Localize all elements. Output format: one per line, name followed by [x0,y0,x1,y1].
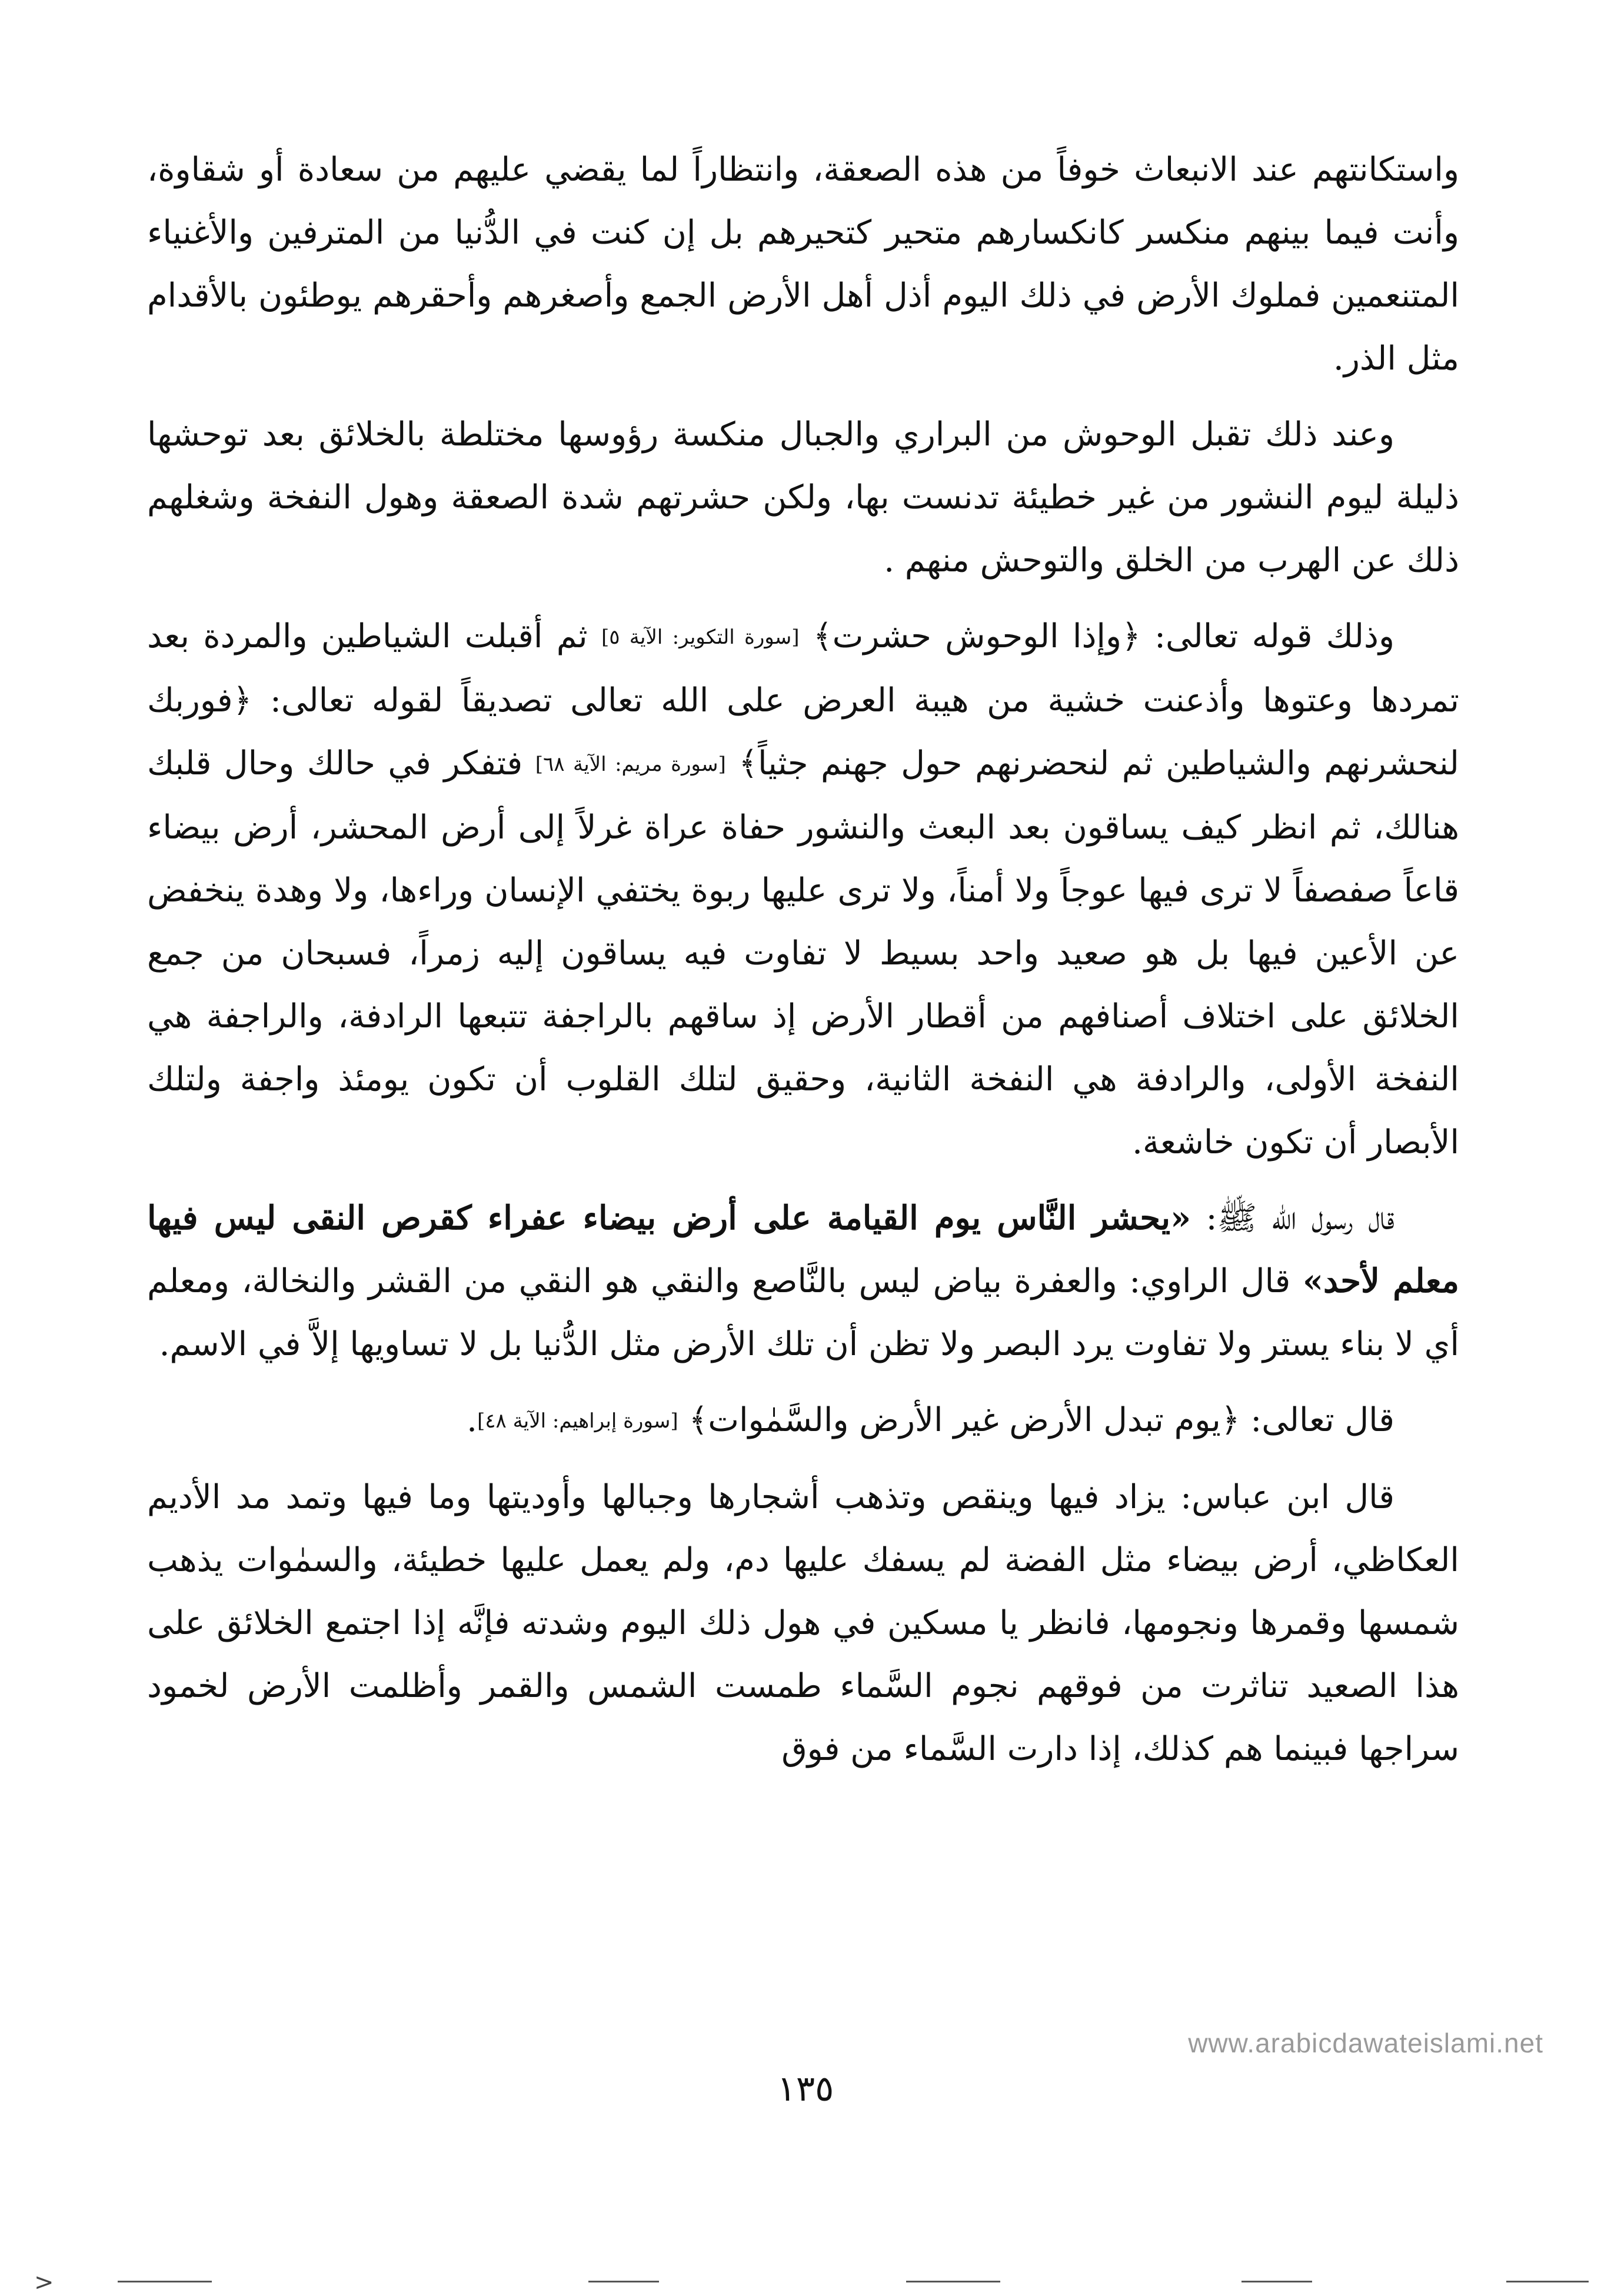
page-number: ١٣٥ [777,2068,834,2109]
paragraph-6 [147,1466,1459,1781]
paragraph-4-text-start: قال رسول الله ﷺ: [1191,1199,1395,1237]
paragraph-2 [147,403,1459,592]
paragraph-3-text-middle: ثم أقبلت الشياطين والمردة بعد تمردها وعتوها وأذعنت خشية من هيبة العرض على الله تعالى تصديقاً لقوله تعالى: ﴿فوربك لنحشرنهم والشياطين ثم لنحضرنهم حول جهنم جثياً﴾ [147,617,1459,783]
scan-edge-rule [906,2281,1000,2282]
paragraph-5-text-end: . [467,1401,477,1439]
paragraph-6-text: قال ابن عباس: يزاد فيها وينقص وتذهب أشجارها وجبالها وأوديتها وما فيها وتمد مد الأديم العكاظي، أرض بيضاء مثل الفضة لم يسفك عليها دم، ولم يعمل عليها خطيئة، والسمٰوات يذهب شمسها وقمرها ونجومها، فانظر يا مسكين في هول ذلك اليوم وشدته فإنَّه إذا اجتمع الخلائق على هذا الصعيد تناثرت من فوقهم نجوم السَّماء طمست الشمس والقمر وأظلمت الأرض لخمود سراجها فبينما هم كذلك، إذا دارت السَّماء من فوق [147,1478,1459,1768]
paragraph-5-text-start: قال تعالى: ﴿يوم تبدل الأرض غير الأرض والسَّمٰوات﴾ [678,1401,1394,1439]
paragraph-1-text: واستكانتهم عند الانبعاث خوفاً من هذه الصعقة، وانتظاراً لما يقضي عليهم من سعادة أو شقاوة، وأنت فيما بينهم منكسر كانكسارهم متحير كتحيرهم بل إن كنت في الدُّنيا من المترفين والأغنياء المتنعمين فملوك الأرض في ذلك اليوم أذل أهل الأرض الجمع وأصغرهم وأحقرهم يوطئون بالأقدام مثل الذر. [147,151,1459,378]
scan-edge-rule [118,2281,212,2282]
paragraph-5 [147,1389,1459,1453]
hadith-quote: «يحشر النَّاس يوم القيامة على أرض بيضاء عفراء كقرص النقى ليس فيها معلم لأحد» [147,1199,1460,1300]
scan-edge-rule [1506,2281,1589,2282]
paragraph-4-text-end: قال الراوي: والعفرة بياض ليس بالنَّاصع والنقي هو النقي من القشر والنخالة، ومعلم أي لا بناء يستر ولا تفاوت يرد البصر ولا تظن أن تلك الأرض مثل الدُّنيا بل لا تساويها إلاَّ في الاسم. [147,1262,1459,1363]
paragraph-3-text-end: فتفكر في حالك وحال قلبك هنالك، ثم انظر كيف يساقون بعد البعث والنشور حفاة عراة غرلاً إلى أرض المحشر، أرض بيضاء قاعاً صفصفاً لا ترى فيها عوجاً ولا أمناً، ولا ترى عليها ربوة يختفي الإنسان وراءها، ولا وهدة ينخفض عن الأعين فيها بل هو صعيد واحد بسيط لا تفاوت فيه يساقون إليه زمراً، فسبحان من جمع الخلائق على اختلاف أصنافهم من أقطار الأرض إذ ساقهم بالراجفة تتبعها الرادفة، والراجفة هي النفخة الأولى، والرادفة هي النفخة الثانية، وحقيق لتلك القلوب أن تكون يومئذ واجفة ولتلك الأبصار أن تكون خاشعة. [147,744,1459,1162]
paragraph-3 [147,605,1459,1174]
quran-citation-takwir: [سورة التكوير: الآية ٥] [601,625,800,649]
quran-citation-ibrahim: [سورة إبراهيم: الآية ٤٨] [477,1409,678,1433]
paragraph-2-text: وعند ذلك تقبل الوحوش من البراري والجبال منكسة رؤوسها مختلطة بالخلائق بعد توحشها ذليلة ليوم النشور من غير خطيئة تدنست بها، ولكن حشرتهم شدة الصعقة وهول النفخة وشغلهم ذلك عن الهرب من الخلق والتوحش منهم . [147,415,1459,580]
body-text [147,138,1459,1793]
scan-edge-rule [588,2281,659,2282]
paragraph-1 [147,138,1459,390]
scan-edge-rule [1241,2281,1312,2282]
scan-edge-mark: > [34,2269,54,2296]
watermark-url: www.arabicdawateislami.net [1188,2028,1543,2058]
paragraph-4 [147,1187,1459,1376]
quran-citation-maryam: [سورة مريم: الآية ٦٨] [535,753,726,776]
paragraph-3-text-start: وذلك قوله تعالى: ﴿وإذا الوحوش حشرت﴾ [799,617,1395,655]
